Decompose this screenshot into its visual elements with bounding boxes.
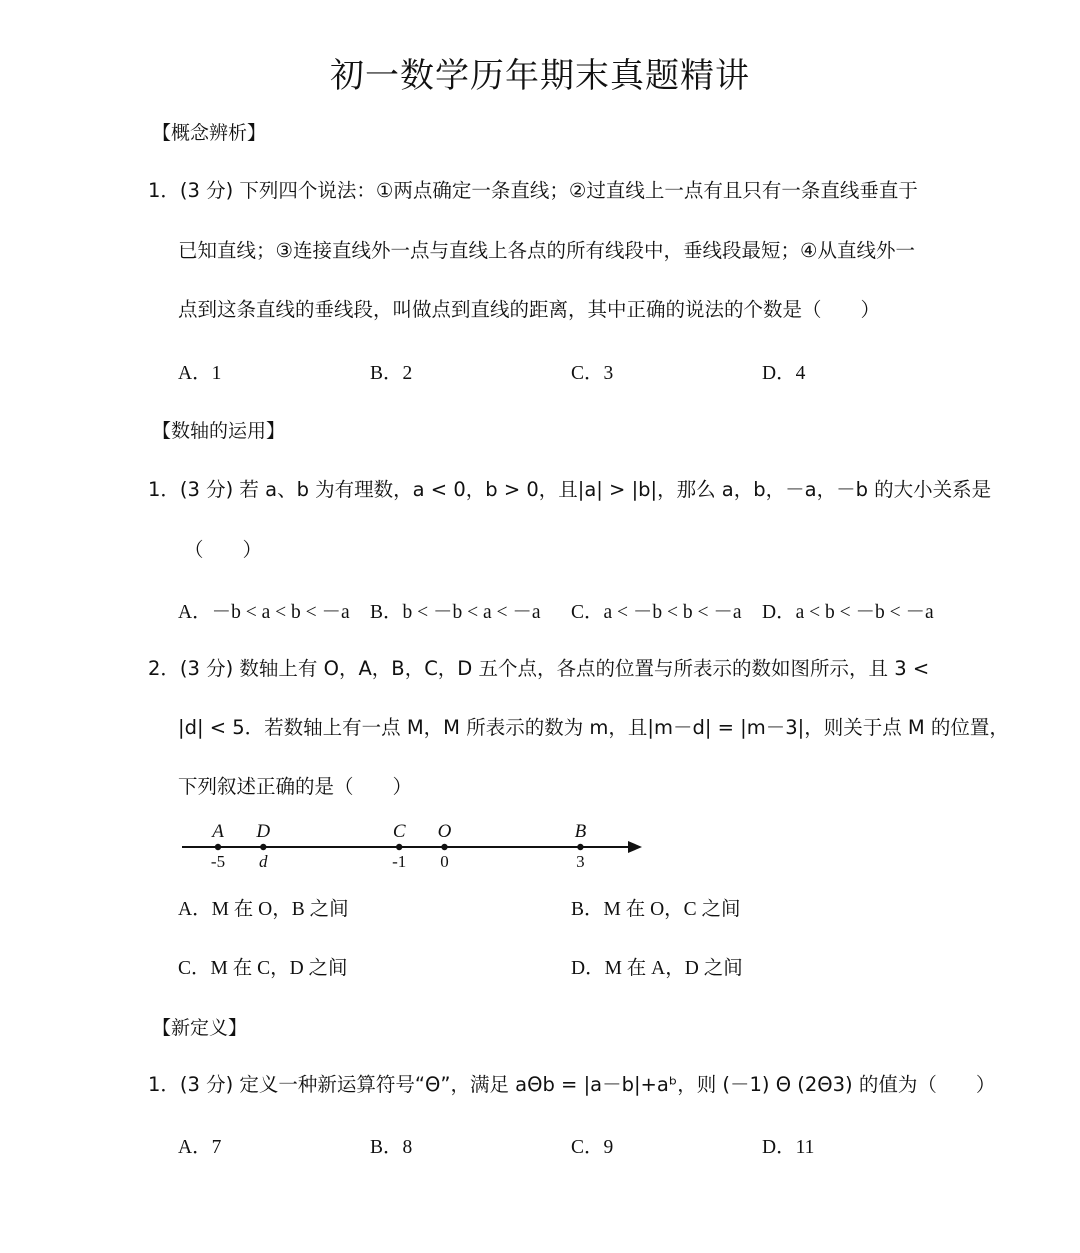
option-c: C．3 <box>571 363 614 384</box>
option-b: B．M 在 O，C 之间 <box>571 899 741 920</box>
tick-label: d <box>259 852 268 871</box>
tick-label: -5 <box>210 852 226 871</box>
question-line: 2．(3 分) 数轴上有 O，A，B，C，D 五个点，各点的位置与所表示的数如图所示，且 3 < <box>148 657 930 680</box>
option-d: D．a < b < －b < －a <box>762 602 934 623</box>
number-line-point-c <box>396 844 402 850</box>
question-line: 已知直线；③连接直线外一点与直线上各点的所有线段中，垂线段最短；④从直线外一 <box>178 239 915 262</box>
option-b: B．2 <box>370 363 413 384</box>
option-d: D．M 在 A，D 之间 <box>571 958 743 979</box>
question-line: 下列叙述正确的是（ ） <box>178 775 413 798</box>
point-label: D <box>256 821 271 842</box>
point-label: C <box>392 821 406 842</box>
option-a: A．1 <box>178 363 222 384</box>
point-label: B <box>574 821 587 842</box>
question-line: |d| < 5．若数轴上有一点 M，M 所表示的数为 m，且|m－d| = |m－3|，则关于点 M 的位置， <box>178 716 1009 739</box>
section-heading-new-definition: 【新定义】 <box>152 1017 248 1039</box>
tick-label: 3 <box>576 852 585 871</box>
tick-label: 0 <box>440 852 449 871</box>
number-line-point-b <box>577 844 583 850</box>
number-line-point-d <box>260 844 266 850</box>
option-c: C．9 <box>571 1137 614 1158</box>
point-label: A <box>212 821 224 842</box>
option-a: A．M 在 O，B 之间 <box>178 899 349 920</box>
option-a: A．－b < a < b < －a <box>178 602 350 623</box>
number-line-figure <box>178 818 648 874</box>
option-c: C．a < －b < b < －a <box>571 602 742 623</box>
question-line: 点到这条直线的垂线段，叫做点到直线的距离，其中正确的说法的个数是（ ） <box>178 298 881 321</box>
page-title: 初一数学历年期末真题精讲 <box>330 56 750 96</box>
question-line: 1．(3 分) 定义一种新运算符号“Θ”，满足 aΘb = |a－b|+aᵇ，则 (－1) Θ (2Θ3) 的值为（ ） <box>148 1073 996 1096</box>
section-heading-concepts: 【概念辨析】 <box>152 122 267 144</box>
question-line: 1．(3 分) 若 a、b 为有理数，a < 0，b > 0，且|a| > |b|，那么 a，b，－a，－b 的大小关系是 <box>148 478 992 501</box>
question-line: （ ） <box>184 538 263 561</box>
option-c: C．M 在 C，D 之间 <box>178 958 348 979</box>
point-label: O <box>437 821 452 842</box>
section-heading-number-line: 【数轴的运用】 <box>152 420 286 442</box>
option-d: D．11 <box>762 1137 815 1158</box>
option-d: D．4 <box>762 363 806 384</box>
option-a: A．7 <box>178 1137 222 1158</box>
number-line-point-a <box>215 844 221 850</box>
number-line-point-o <box>441 844 447 850</box>
question-line: 1．(3 分) 下列四个说法：①两点确定一条直线；②过直线上一点有且只有一条直线垂直于 <box>148 179 918 202</box>
tick-label: -1 <box>392 852 407 871</box>
option-b: B．b < －b < a < －a <box>370 602 541 623</box>
axis-arrow-icon <box>628 841 642 853</box>
option-b: B．8 <box>370 1137 413 1158</box>
